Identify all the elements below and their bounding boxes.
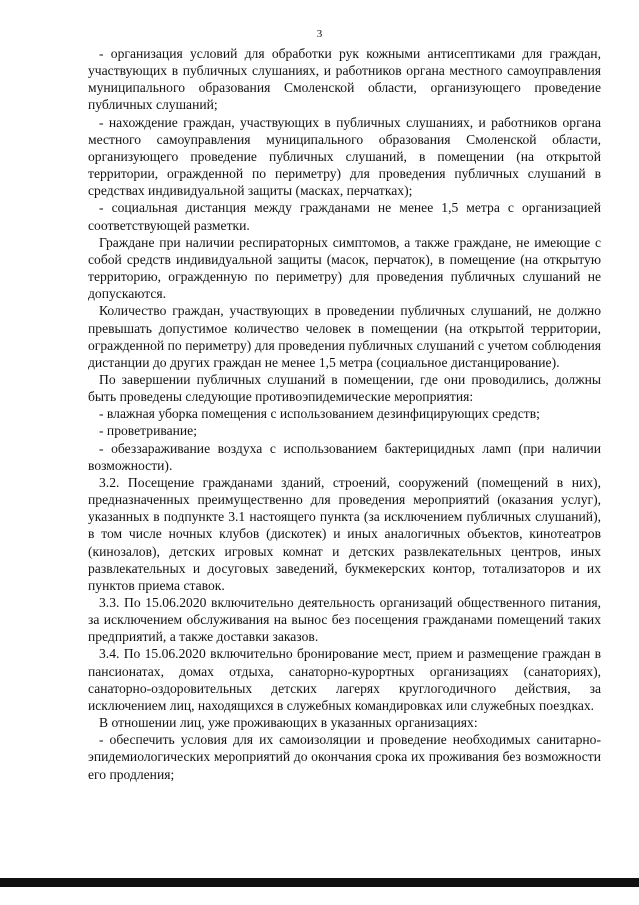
paragraph: - организация условий для обработки рук кожными антисептиками для граждан, участвующих в публичных слушаниях, и работников органа местного самоуправления муниципального образования Смоленской области, организующего проведение публичных слушаний;	[88, 46, 601, 113]
list-item: - влажная уборка помещения с использованием дезинфицирующих средств;	[99, 406, 540, 422]
clause-3-2: 3.2. Посещение гражданами зданий, строений, сооружений (помещений в них), предназначенных преимущественно для проведения мероприятий (оказания услуг), указанных в подпункте 3.1 настоящего пункта (за исключением публичных слушаний), в том числе ночных клубов (дискотек) и иных аналогичных объектов, кинотеатров (кинозалов), детских игровых комнат и детских развлекательных центров, иных развлекательных и досуговых заведений, букмекерских контор, тотализаторов и их пунктов приема ставок.	[88, 474, 601, 593]
page-number: 3	[316, 28, 323, 40]
list-item: - обеспечить условия для их самоизоляции и проведение необходимых санитарно-эпидемиологических мероприятий до окончания срока их проживания без возможности его продления;	[88, 732, 601, 782]
clause-3-4: 3.4. По 15.06.2020 включительно бронирование мест, прием и размещение граждан в пансионатах, домах отдыха, санаторно-курортных организациях (санаториях), санаторно-оздоровительных детских лагерях круглогодичного действия, за исключением лиц, находящихся в служебных командировках или служебных поездках.	[88, 646, 601, 713]
paragraph: По завершении публичных слушаний в помещении, где они проводились, должны быть проведены следующие противоэпидемические мероприятия:	[88, 371, 601, 405]
paragraph: В отношении лиц, уже проживающих в указанных организациях:	[99, 715, 478, 731]
paragraph: Количество граждан, участвующих в проведении публичных слушаний, не должно превышать допустимое количество человек в помещении (на открытой территории, огражденной по периметру) для проведения публичных слушаний с учетом соблюдения дистанции до других граждан не менее 1,5 метра (социальное дистанцирование).	[88, 303, 601, 370]
clause-3-3: 3.3. По 15.06.2020 включительно деятельность организаций общественного питания, за исключением обслуживания на вынос без посещения гражданами помещений таких предприятий, а также доставки заказов.	[88, 595, 601, 645]
paragraph: - социальная дистанция между гражданами не менее 1,5 метра с организацией соответствующей разметки.	[88, 200, 601, 233]
paragraph: - нахождение граждан, участвующих в публичных слушаниях, и работников органа местного самоуправления муниципального образования Смоленской области, организующего проведение публичных слушаний, в помещении (на открытой территории, огражденной по периметру) для проведения публичных слушаний в средствах индивидуальной защиты (масках, перчатках);	[88, 114, 601, 199]
paragraph: Граждане при наличии респираторных симптомов, а также граждане, не имеющие с собой средств индивидуальной защиты (масок, перчаток), в помещение (на открытую территорию, огражденную по периметру) для проведения публичных слушаний не допускаются.	[88, 234, 601, 302]
list-item: - обеззараживание воздуха с использованием бактерицидных ламп (при наличии возможности).	[88, 440, 601, 473]
list-item: - проветривание;	[99, 423, 197, 439]
document-body	[88, 45, 601, 783]
scan-edge-bar	[0, 878, 639, 887]
